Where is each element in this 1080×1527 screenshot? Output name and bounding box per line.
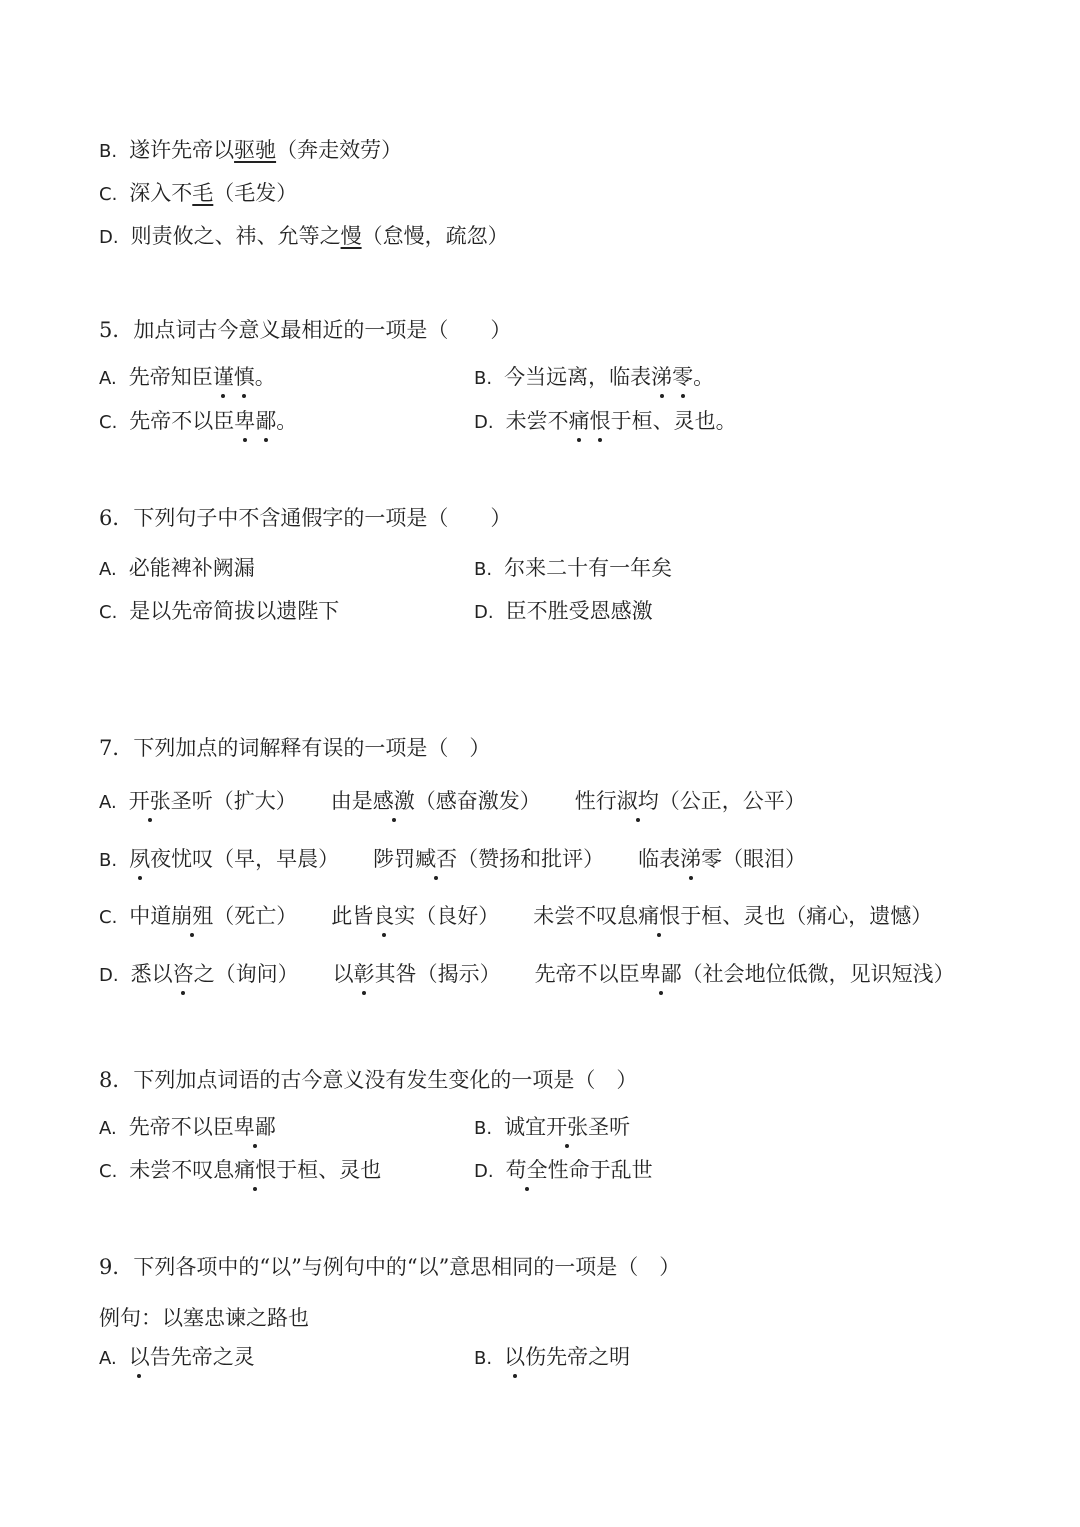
option-text: 未尝不叹息 bbox=[129, 1158, 235, 1182]
item-text: 由是 bbox=[330, 789, 373, 813]
q8-option-b bbox=[474, 1113, 630, 1143]
q5-option-b bbox=[474, 363, 714, 393]
item-gloss: （赞扬和批评） bbox=[457, 847, 605, 871]
q4-option-b bbox=[99, 136, 402, 166]
option-label: A. bbox=[99, 559, 117, 580]
dotted-word: 卑鄙 bbox=[233, 1115, 276, 1139]
underlined-word: 驱驰 bbox=[234, 138, 277, 162]
q8-option-c bbox=[99, 1156, 381, 1186]
dotted-word: 臧否 bbox=[415, 847, 458, 871]
item-text: 此皆 bbox=[331, 904, 374, 928]
dotted-word: 涕 bbox=[680, 847, 702, 871]
item-gloss: 于桓、灵也（痛心，遗憾） bbox=[680, 904, 933, 928]
item-gloss: （公正，公平） bbox=[658, 789, 806, 813]
item-text: 悉以 bbox=[130, 962, 173, 986]
dotted-word: 苟全 bbox=[505, 1158, 548, 1182]
option-label: C. bbox=[99, 412, 118, 433]
dotted-char: 痛 bbox=[568, 409, 590, 433]
item-text: 先帝不以臣 bbox=[534, 962, 640, 986]
dotted-word: 咨 bbox=[172, 962, 194, 986]
option-label: D. bbox=[99, 227, 119, 248]
dotted-word: 开张 bbox=[546, 1115, 589, 1139]
option-label: B. bbox=[474, 559, 493, 580]
option-label: C. bbox=[99, 184, 118, 205]
item-text: 中道 bbox=[129, 904, 172, 928]
option-label: B. bbox=[474, 1348, 493, 1369]
dotted-char: 慎 bbox=[233, 365, 255, 389]
dotted-char: 以 bbox=[128, 1345, 150, 1369]
underlined-word: 毛 bbox=[192, 181, 214, 205]
option-gloss: （奔走效劳） bbox=[276, 138, 403, 162]
q7-option-b bbox=[99, 845, 806, 875]
option-text: 是以先帝简拔以遗陛下 bbox=[129, 599, 340, 623]
q5-option-a bbox=[99, 363, 276, 393]
option-text: 先帝不以臣 bbox=[128, 1115, 234, 1139]
option-label: D. bbox=[99, 965, 119, 986]
q7-option-d bbox=[99, 960, 955, 990]
dotted-char: 零 bbox=[672, 365, 694, 389]
q5-stem: 5．加点词古今意义最相近的一项是（ ） bbox=[99, 318, 512, 342]
dotted-word: 崩殂 bbox=[171, 904, 214, 928]
option-text: 必能裨补阙漏 bbox=[128, 556, 255, 580]
q9-example: 例句：以塞忠谏之路也 bbox=[99, 1306, 309, 1330]
dotted-word: 卑鄙 bbox=[639, 962, 682, 986]
item-gloss: 之（询问） bbox=[193, 962, 299, 986]
item-text: 性行 bbox=[574, 789, 617, 813]
item-gloss: （感奋激发） bbox=[414, 789, 541, 813]
item-gloss: （死亡） bbox=[213, 904, 298, 928]
option-label: A. bbox=[99, 368, 117, 389]
q9-stem: 9．下列各项中的“以”与例句中的“以”意思相同的一项是（ ） bbox=[99, 1255, 681, 1279]
option-label: B. bbox=[474, 368, 493, 389]
option-label: B. bbox=[99, 850, 118, 871]
q7-option-c bbox=[99, 902, 932, 932]
option-text: 遂许先帝以 bbox=[129, 138, 235, 162]
dotted-word: 夙 bbox=[129, 847, 151, 871]
option-text: 先帝不以臣 bbox=[129, 409, 235, 433]
option-label: C. bbox=[99, 907, 118, 928]
option-text-end: 性命于乱世 bbox=[547, 1158, 653, 1182]
dotted-word: 彰 bbox=[353, 962, 375, 986]
q4-option-d bbox=[99, 222, 509, 252]
option-label: D. bbox=[474, 1161, 494, 1182]
option-label: B. bbox=[99, 141, 118, 162]
q5-option-d bbox=[474, 407, 737, 437]
option-label: A. bbox=[99, 792, 117, 813]
option-text: 未尝不 bbox=[505, 409, 569, 433]
q8-option-d bbox=[474, 1156, 653, 1186]
q7-stem: 7．下列加点的词解释有误的一项是（ ） bbox=[99, 736, 491, 760]
dotted-char: 以 bbox=[504, 1345, 526, 1369]
dotted-word: 感激 bbox=[372, 789, 415, 813]
option-text: 诚宜 bbox=[504, 1115, 547, 1139]
dotted-char: 卑 bbox=[234, 409, 256, 433]
item-gloss: （社会地位低微，见识短浅） bbox=[681, 962, 955, 986]
option-label: B. bbox=[474, 1118, 493, 1139]
item-text: 未尝不叹息 bbox=[533, 904, 639, 928]
item-text: 以 bbox=[332, 962, 354, 986]
item-text: 临表 bbox=[638, 847, 681, 871]
item-gloss: 实（良好） bbox=[394, 904, 500, 928]
option-label: D. bbox=[474, 602, 494, 623]
q8-option-a bbox=[99, 1113, 276, 1143]
q9-option-a bbox=[99, 1343, 255, 1373]
option-text: 则责攸之、祎、允等之 bbox=[130, 224, 341, 248]
option-text-end: 伤先帝之明 bbox=[525, 1345, 631, 1369]
item-gloss: 零（眼泪） bbox=[701, 847, 807, 871]
option-text: 深入不 bbox=[129, 181, 193, 205]
option-gloss: （怠慢，疏忽） bbox=[361, 224, 509, 248]
option-text-end: 于桓、灵也 bbox=[276, 1158, 382, 1182]
q6-stem: 6．下列句子中不含通假字的一项是（ ） bbox=[99, 506, 512, 530]
option-text-end: 。 bbox=[276, 409, 298, 433]
q9-option-b bbox=[474, 1343, 630, 1373]
item-gloss: 圣听（扩大） bbox=[170, 789, 297, 813]
dotted-char: 恨 bbox=[589, 409, 611, 433]
option-label: A. bbox=[99, 1348, 117, 1369]
dotted-word: 开张 bbox=[128, 789, 171, 813]
dotted-word: 痛恨 bbox=[638, 904, 681, 928]
option-label: D. bbox=[474, 412, 494, 433]
option-text: 先帝知臣 bbox=[128, 365, 213, 389]
option-label: A. bbox=[99, 1118, 117, 1139]
dotted-char: 谨 bbox=[212, 365, 234, 389]
q8-stem: 8．下列加点词语的古今意义没有发生变化的一项是（ ） bbox=[99, 1068, 638, 1092]
q6-option-d bbox=[474, 597, 653, 627]
q6-option-c bbox=[99, 597, 339, 627]
item-gloss: 其咎（揭示） bbox=[374, 962, 501, 986]
item-text: 陟罚 bbox=[373, 847, 416, 871]
option-label: C. bbox=[99, 1161, 118, 1182]
option-text: 今当远离，临表 bbox=[504, 365, 652, 389]
dotted-char: 涕 bbox=[651, 365, 673, 389]
option-text-end: 。 bbox=[693, 365, 715, 389]
dotted-word: 痛恨 bbox=[234, 1158, 277, 1182]
q6-option-a bbox=[99, 554, 255, 584]
option-text-end: 。 bbox=[254, 365, 276, 389]
q4-option-c bbox=[99, 179, 297, 209]
option-text-end: 告先帝之灵 bbox=[149, 1345, 255, 1369]
item-gloss: 夜忧叹（早，早晨） bbox=[150, 847, 340, 871]
q7-option-a bbox=[99, 787, 806, 817]
dotted-word: 淑均 bbox=[616, 789, 659, 813]
option-gloss: （毛发） bbox=[213, 181, 298, 205]
q6-option-b bbox=[474, 554, 672, 584]
option-text-end: 圣听 bbox=[588, 1115, 631, 1139]
option-text: 臣不胜受恩感激 bbox=[505, 599, 653, 623]
option-label: C. bbox=[99, 602, 118, 623]
dotted-word: 良 bbox=[373, 904, 395, 928]
q5-option-c bbox=[99, 407, 297, 437]
dotted-char: 鄙 bbox=[255, 409, 277, 433]
underlined-word: 慢 bbox=[340, 224, 362, 248]
option-text-end: 于桓、灵也。 bbox=[610, 409, 737, 433]
option-text: 尔来二十有一年矣 bbox=[504, 556, 673, 580]
